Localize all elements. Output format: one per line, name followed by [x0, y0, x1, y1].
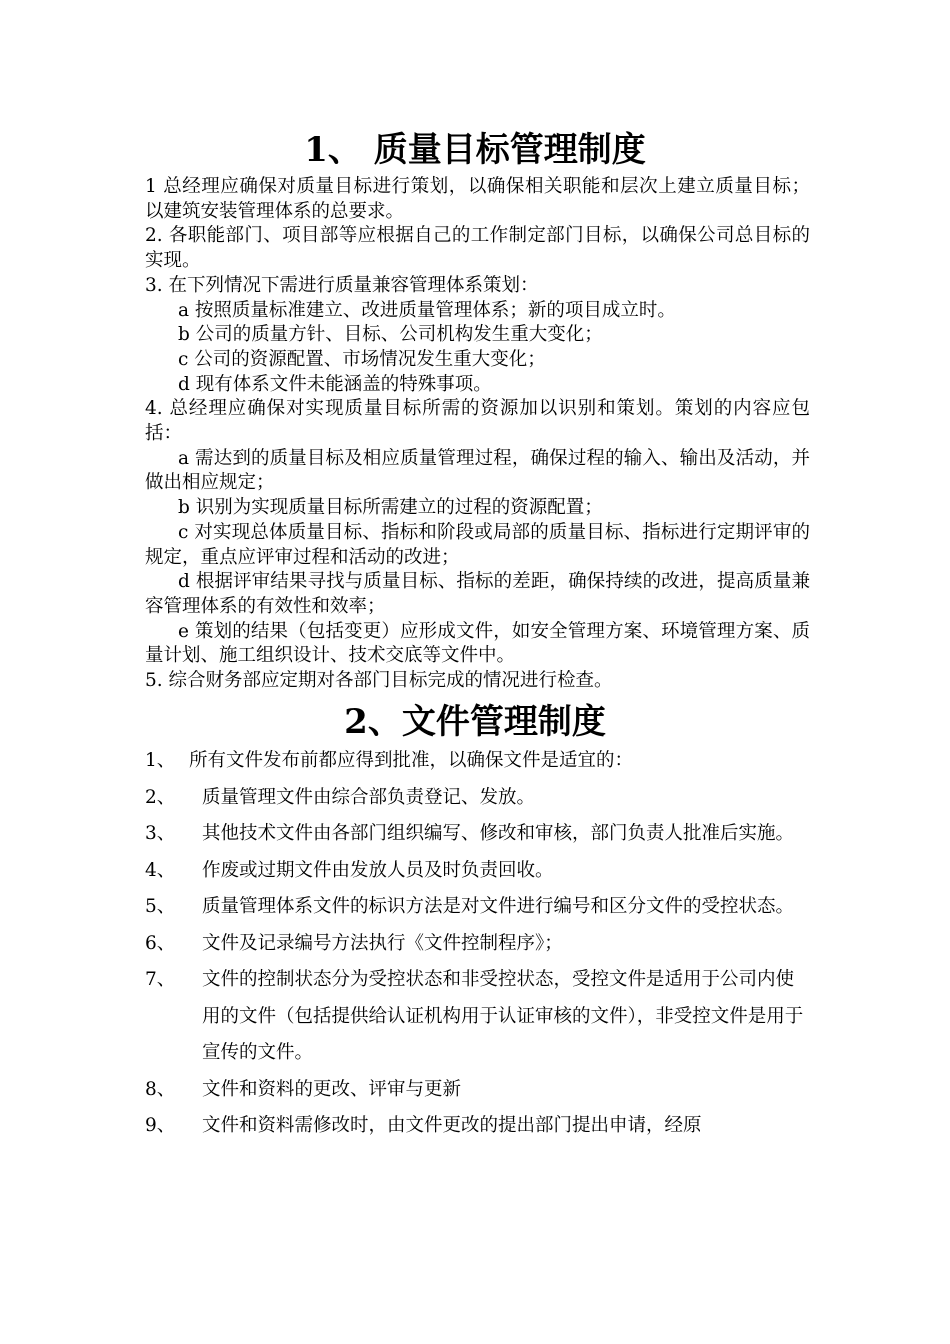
list-item — [145, 853, 810, 890]
list-item — [145, 816, 810, 853]
list-item — [145, 889, 810, 926]
paragraph: a 按照质量标准建立、改进质量管理体系；新的项目成立时。 — [178, 299, 676, 321]
list-item — [145, 926, 810, 963]
paragraph: 3. 在下列情况下需进行质量兼容管理体系策划： — [145, 274, 539, 296]
list-text: 文件的控制状态分为受控状态和非受控状态，受控文件是适用于公司内使用的文件（包括提供给认证机构用于认证审核的文件），非受控文件是用于宣传的文件。 — [202, 969, 804, 1063]
section1-body — [145, 175, 810, 694]
paragraph: 4. 总经理应确保对实现质量目标所需的资源加以识别和策划。策划的内容应包括： — [145, 398, 810, 445]
paragraph: 2. 各职能部门、项目部等应根据自己的工作制定部门目标，以确保公司总目标的实现。 — [145, 225, 810, 272]
paragraph: 5. 综合财务部应定期对各部门目标完成的情况进行检查。 — [145, 670, 613, 692]
paragraph: b 公司的质量方针、目标、公司机构发生重大变化； — [178, 324, 603, 346]
list-number: 5、 — [145, 896, 176, 917]
paragraph: e 策划的结果（包括变更）应形成文件，如安全管理方案、环境管理方案、质量计划、施工组织设计、技术交底等文件中。 — [145, 620, 810, 667]
section2-title: 2、文件管理制度 — [344, 702, 606, 742]
list-number: 7、 — [145, 969, 176, 990]
list-text: 文件和资料的更改、评审与更新 — [202, 1078, 462, 1100]
paragraph: d 现有体系文件未能涵盖的特殊事项。 — [178, 373, 492, 395]
list-number: 9、 — [145, 1115, 176, 1136]
list-text: 质量管理文件由综合部负责登记、发放。 — [202, 786, 536, 808]
list-number: 1、 — [145, 750, 176, 771]
list-text: 作废或过期文件由发放人员及时负责回收。 — [202, 859, 554, 881]
paragraph: 1 总经理应确保对质量目标进行策划，以确保相关职能和层次上建立质量目标；以建筑安装管理体系的总要求。 — [145, 176, 810, 222]
list-number: 4、 — [145, 859, 176, 881]
section2-list — [145, 743, 810, 1145]
list-text: 文件及记录编号方法执行《文件控制程序》； — [202, 932, 563, 954]
list-text: 质量管理体系文件的标识方法是对文件进行编号和区分文件的受控状态。 — [202, 896, 795, 917]
list-text: 其他技术文件由各部门组织编写、修改和审核，部门负责人批准后实施。 — [202, 823, 795, 844]
list-number: 6、 — [145, 932, 176, 954]
list-item — [145, 780, 810, 817]
list-number: 8、 — [145, 1078, 176, 1100]
paragraph: d 根据评审结果寻找与质量目标、指标的差距，确保持续的改进，提高质量兼容管理体系的有效性和效率； — [145, 571, 810, 617]
list-number: 2、 — [145, 786, 176, 808]
paragraph: b 识别为实现质量目标所需建立的过程的资源配置； — [178, 497, 603, 519]
list-item — [145, 743, 810, 780]
paragraph: a 需达到的质量目标及相应质量管理过程，确保过程的输入、输出及活动，并做出相应规定； — [145, 447, 810, 494]
list-text: 所有文件发布前都应得到批准，以确保文件是适宜的： — [189, 750, 634, 771]
list-item — [145, 1108, 810, 1145]
list-item — [145, 1072, 810, 1109]
list-text: 文件和资料需修改时，由文件更改的提出部门提出申请，经原 — [202, 1115, 702, 1136]
list-item — [145, 962, 810, 1072]
paragraph: c 公司的资源配置、市场情况发生重大变化； — [178, 348, 546, 370]
list-number: 3、 — [145, 823, 176, 844]
paragraph: c 对实现总体质量目标、指标和阶段或局部的质量目标、指标进行定期评审的规定，重点应评审过程和活动的改进； — [145, 521, 810, 568]
section1-title: 1、 质量目标管理制度 — [304, 130, 646, 170]
